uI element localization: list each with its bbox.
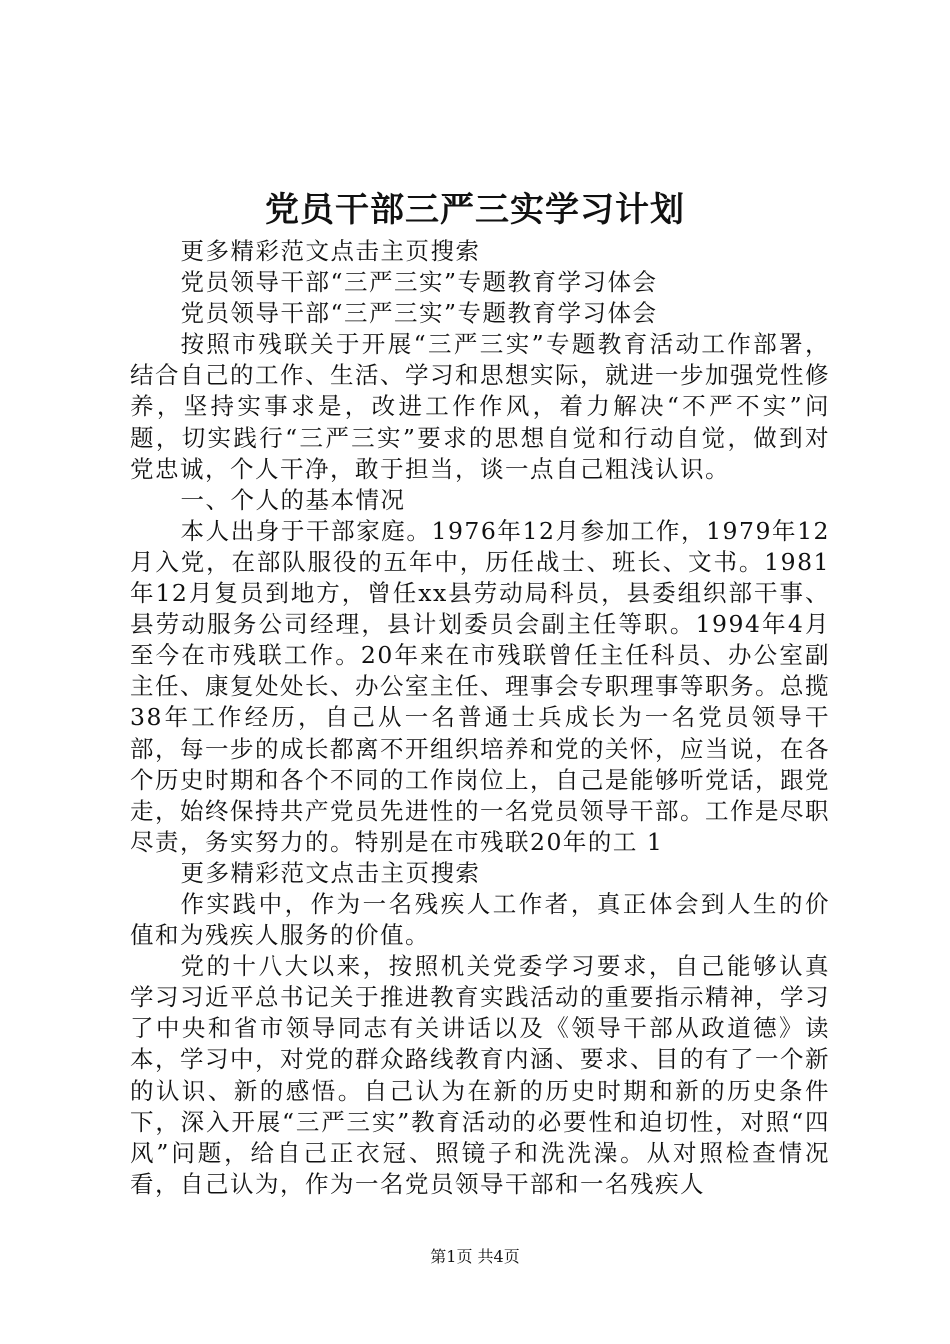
paragraph: 按照市残联关于开展“三严三实”专题教育活动工作部署，结合自己的工作、生活、学习和思想实际，就进一步加强党性修养，坚持实事求是，改进工作作风，着力解决“不严不实”问题，切实践行“三严三实”要求的思想自觉和行动自觉，做到对党忠诚，个人干净，敢于担当，谈一点自己粗浅认识。 (130, 330, 830, 483)
page-footer: 第1页 共4页 (430, 1247, 520, 1266)
paragraph: 更多精彩范文点击主页搜索 (180, 858, 481, 887)
paragraph: 党员领导干部“三严三实”专题教育学习体会 (180, 268, 658, 297)
document-body (130, 236, 830, 1200)
paragraph: 本人出身于干部家庭。1976年12月参加工作，1979年12月入党，在部队服役的五年中，历任战士、班长、文书。1981年12月复员到地方，曾任xx县劳动局科员，县委组织部干事、县劳动服务公司经理，县计划委员会副主任等职。1994年4月至今在市残联工作。20年来在市残联曾任主任科员、办公室副主任、康复处处长、办公室主任、理事会专职理事等职务。总揽38年工作经历，自己从一名普通士兵成长为一名党员领导干部，每一步的成长都离不开组织培养和党的关怀，应当说，在各个历史时期和各个不同的工作岗位上，自己是能够听党话，跟党走，始终保持共产党员先进性的一名党员领导干部。工作是尽职尽责，务实努力的。特别是在市残联20年的工 1 (130, 516, 830, 856)
paragraph: 作实践中，作为一名残疾人工作者，真正体会到人生的价值和为残疾人服务的价值。 (130, 889, 830, 950)
paragraph: 更多精彩范文点击主页搜索 (180, 237, 481, 265)
section-heading: 一、个人的基本情况 (180, 485, 406, 514)
paragraph: 党员领导干部“三严三实”专题教育学习体会 (180, 299, 658, 328)
document-title: 党员干部三严三实学习计划 (265, 190, 685, 230)
paragraph: 党的十八大以来，按照机关党委学习要求，自己能够认真学习习近平总书记关于推进教育实践活动的重要指示精神，学习了中央和省市领导同志有关讲话以及《领导干部从政道德》读本，学习中，对党的群众路线教育内涵、要求、目的有了一个新的认识、新的感悟。自己认为在新的历史时期和新的历史条件下，深入开展“三严三实”教育活动的必要性和迫切性，对照“四风”问题，给自己正衣冠、照镜子和洗洗澡。从对照检查情况看，自己认为，作为一名党员领导干部和一名残疾人 (130, 952, 830, 1198)
